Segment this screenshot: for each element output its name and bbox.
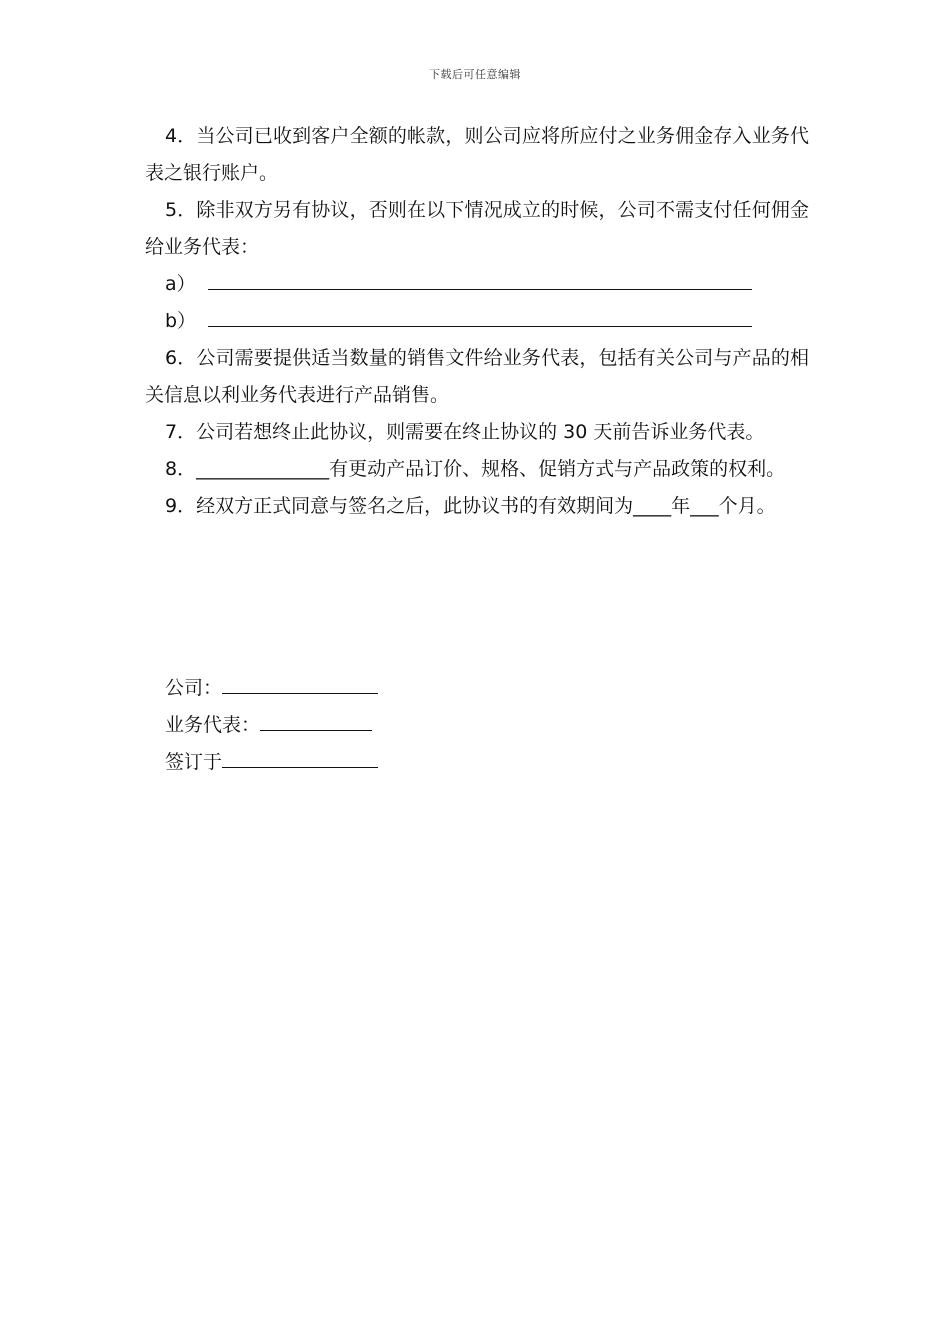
- rep-signature-row: [165, 707, 378, 744]
- clause-9: 9．经双方正式同意与签名之后，此协议书的有效期间为____年___个月。: [165, 495, 776, 517]
- page-header-note: 下载后可任意编辑: [429, 68, 521, 81]
- signature-block: [165, 670, 378, 781]
- item-b-blank: [208, 304, 752, 327]
- signed-date-row: [165, 744, 378, 781]
- clause-6: 6．公司需要提供适当数量的销售文件给业务代表，包括有关公司与产品的相关信息以利业务代表进行产品销售。: [145, 347, 809, 406]
- clause-4: 4．当公司已收到客户全额的帐款，则公司应将所应付之业务佣金存入业务代表之银行账户。: [145, 125, 809, 184]
- signed-blank: [222, 745, 378, 768]
- company-label: 公司：: [165, 677, 223, 699]
- item-b-label: b）: [165, 310, 197, 332]
- rep-blank: [260, 708, 372, 731]
- clause-7: 7．公司若想终止此协议，则需要在终止协议的 30 天前告诉业务代表。: [165, 421, 765, 443]
- clause-5-item-b: [145, 303, 809, 340]
- company-blank: [222, 671, 378, 694]
- clause-5: 5．除非双方另有协议，否则在以下情况成立的时候，公司不需支付任何佣金给业务代表：: [145, 199, 809, 258]
- rep-label: 业务代表：: [165, 714, 261, 736]
- clause-8: 8．______________有更动产品订价、规格、促销方式与产品政策的权利。: [165, 458, 786, 480]
- item-a-label: a）: [165, 273, 196, 295]
- clause-5-item-a: [145, 266, 809, 303]
- signed-label: 签订于: [165, 751, 223, 773]
- item-a-blank: [208, 267, 752, 290]
- company-signature-row: [165, 670, 378, 707]
- agreement-body: [145, 118, 809, 525]
